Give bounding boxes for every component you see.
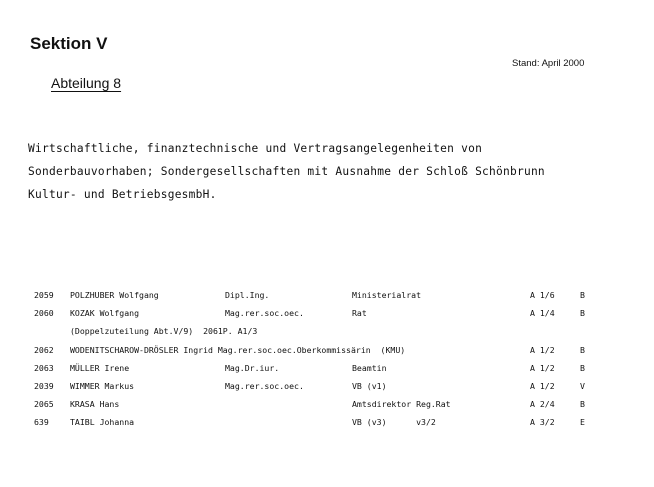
table-row (0, 290, 654, 306)
staff-category: B (580, 363, 585, 373)
staff-category: E (580, 417, 585, 427)
staff-grade: A 1/2 (530, 363, 555, 373)
table-row (0, 326, 654, 342)
staff-title: Mag.rer.soc.oec. (225, 308, 304, 318)
staff-number: 2060 (34, 308, 54, 318)
staff-grade: A 1/2 (530, 381, 555, 391)
staff-grade: A 1/2 (530, 345, 555, 355)
staff-rank: VB (v1) (352, 381, 387, 391)
staff-rank: Rat (352, 308, 367, 318)
staff-name: WIMMER Markus (70, 381, 135, 391)
staff-category: B (580, 308, 585, 318)
staff-name: MÜLLER Irene (70, 363, 130, 373)
staff-rank: Ministerialrat (352, 290, 422, 300)
staff-name: POLZHUBER Wolfgang (70, 290, 159, 300)
table-row (0, 381, 654, 397)
table-row (0, 417, 654, 433)
section-title: Sektion V (30, 34, 108, 53)
staff-number: 2065 (34, 399, 54, 409)
staff-title: Dipl.Ing. (225, 290, 270, 300)
department-title: Abteilung 8 (51, 75, 122, 91)
description-line: Kultur- und BetriebsgesmbH. (28, 188, 217, 201)
staff-name: TAIBL Johanna (70, 417, 135, 427)
department-description (28, 137, 545, 206)
staff-grade: A 3/2 (530, 417, 555, 427)
staff-grade: A 1/4 (530, 308, 555, 318)
staff-title: Mag.rer.soc.oec. (225, 381, 304, 391)
staff-name: WODENITSCHAROW-DRÖSLER Ingrid Mag.rer.soc.oec.Oberkommissärin (KMU) (70, 345, 406, 355)
staff-category: B (580, 290, 585, 300)
staff-category: B (580, 399, 585, 409)
stand-date: Stand: April 2000 (512, 58, 585, 69)
description-line: Sonderbauvorhaben; Sondergesellschaften mit Ausnahme der Schloß Schönbrunn (28, 165, 545, 178)
staff-name: KOZAK Wolfgang (70, 308, 140, 318)
description-line: Wirtschaftliche, finanztechnische und Vertragsangelegenheiten von (28, 142, 483, 155)
staff-category: V (580, 381, 585, 391)
staff-rank: Beamtin (352, 363, 387, 373)
table-row (0, 345, 654, 361)
staff-number: 2062 (34, 345, 54, 355)
staff-number: 639 (34, 417, 49, 427)
staff-rank: Amtsdirektor Reg.Rat (352, 399, 451, 409)
staff-number: 2039 (34, 381, 54, 391)
staff-title: Mag.Dr.iur. (225, 363, 280, 373)
staff-grade: A 1/6 (530, 290, 555, 300)
staff-number: 2063 (34, 363, 54, 373)
staff-grade: A 2/4 (530, 399, 555, 409)
table-row (0, 363, 654, 379)
staff-number: 2059 (34, 290, 54, 300)
staff-rank: VB (v3) v3/2 (352, 417, 436, 427)
table-row (0, 308, 654, 324)
table-row (0, 399, 654, 415)
staff-category: B (580, 345, 585, 355)
staff-name: KRASA Hans (70, 399, 120, 409)
staff-note: (Doppelzuteilung Abt.V/9) 2061P. A1/3 (70, 326, 258, 336)
